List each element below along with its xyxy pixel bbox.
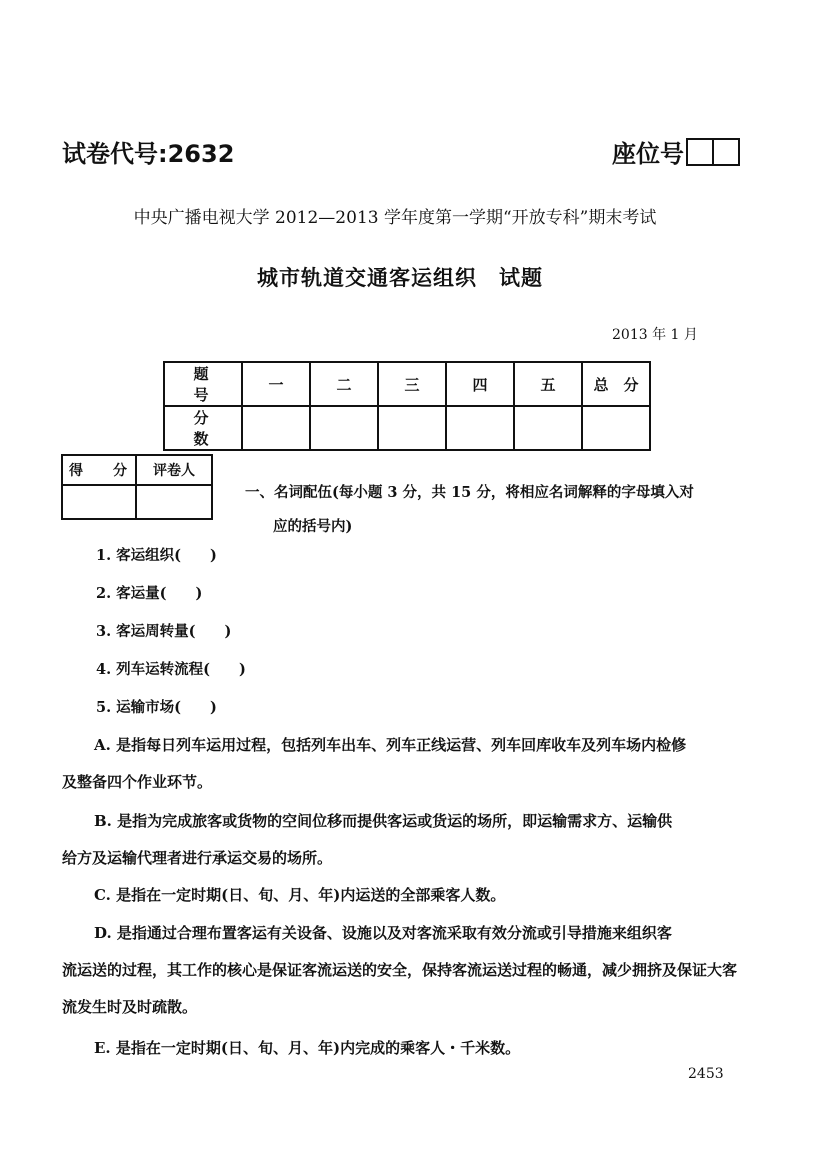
score-header-2: 二 [310, 362, 378, 406]
option-d-rest: 流运送的过程，其工作的核心是保证客流运送的安全，保持客流运送过程的畅通，减少拥挤及保证大客流发生时及时疏散。 [62, 961, 738, 1016]
exam-date: 2013 年 1 月 [612, 327, 698, 343]
grader-name-cell [136, 485, 212, 519]
seat-boxes [686, 138, 740, 166]
page-number: 2453 [688, 1066, 724, 1082]
score-cell [582, 406, 650, 450]
university-line: 中央广播电视大学 2012—2013 学年度第一学期“开放专科”期末考试 [133, 208, 657, 228]
option-c-line-1: C. 是指在一定时期(日、旬、月、年)内运送的全部乘客人数。 [94, 886, 506, 904]
seat-box [714, 138, 740, 166]
score-header-4: 四 [446, 362, 514, 406]
option-e [62, 1030, 742, 1067]
option-a-line-1: A. 是指每日列车运用过程，包括列车出车、列车正线运营、列车回库收车及列车场内检修 [94, 736, 687, 754]
option-a-rest: 及整备四个作业环节。 [62, 773, 213, 791]
section-1-heading [245, 476, 694, 544]
question-item: 4. 列车运转流程( ) [96, 661, 246, 678]
exam-title: 城市轨道交通客运组织 试题 [257, 266, 543, 290]
seat-label: 座位号 [612, 140, 684, 168]
score-header-5: 五 [514, 362, 582, 406]
seat-number-field [612, 134, 740, 169]
question-item: 1. 客运组织( ) [96, 547, 217, 564]
paper-code: 试卷代号:2632 [62, 140, 235, 168]
score-header-1: 一 [242, 362, 310, 406]
option-d-line-1: D. 是指通过合理布置客运有关设备、设施以及对客流采取有效分流或引导措施来组织客 [94, 924, 672, 942]
score-cell [242, 406, 310, 450]
option-d [62, 915, 742, 1026]
score-cell [446, 406, 514, 450]
grader-name-label: 评卷人 [136, 455, 212, 485]
score-header-3: 三 [378, 362, 446, 406]
option-b [62, 803, 742, 877]
score-cell [514, 406, 582, 450]
grader-header-row [62, 455, 212, 485]
option-e-line-1: E. 是指在一定时期(日、旬、月、年)内完成的乘客人・千米数。 [94, 1039, 521, 1057]
score-cell [310, 406, 378, 450]
question-item: 2. 客运量( ) [96, 585, 203, 602]
option-b-rest: 给方及运输代理者进行承运交易的场所。 [62, 849, 333, 867]
score-cell [378, 406, 446, 450]
option-a [62, 727, 742, 801]
score-table [163, 361, 651, 451]
score-header-label: 题 号 [164, 362, 242, 406]
score-table-value-row [164, 406, 650, 450]
grader-value-row [62, 485, 212, 519]
option-c [62, 877, 742, 914]
grader-score-label: 得 分 [62, 455, 136, 485]
grader-table [61, 454, 213, 520]
score-table-header-row [164, 362, 650, 406]
seat-box [686, 138, 714, 166]
grader-score-cell [62, 485, 136, 519]
score-row-label: 分 数 [164, 406, 242, 450]
section-1-line-1: 一、名词配伍(每小题 3 分，共 15 分，将相应名词解释的字母填入对 [245, 484, 694, 501]
question-item: 5. 运输市场( ) [96, 699, 217, 716]
question-item: 3. 客运周转量( ) [96, 623, 232, 640]
option-b-line-1: B. 是指为完成旅客或货物的空间位移而提供客运或货运的场所，即运输需求方、运输供 [94, 812, 673, 830]
score-header-total: 总 分 [582, 362, 650, 406]
section-1-line-2: 应的括号内) [273, 518, 353, 535]
